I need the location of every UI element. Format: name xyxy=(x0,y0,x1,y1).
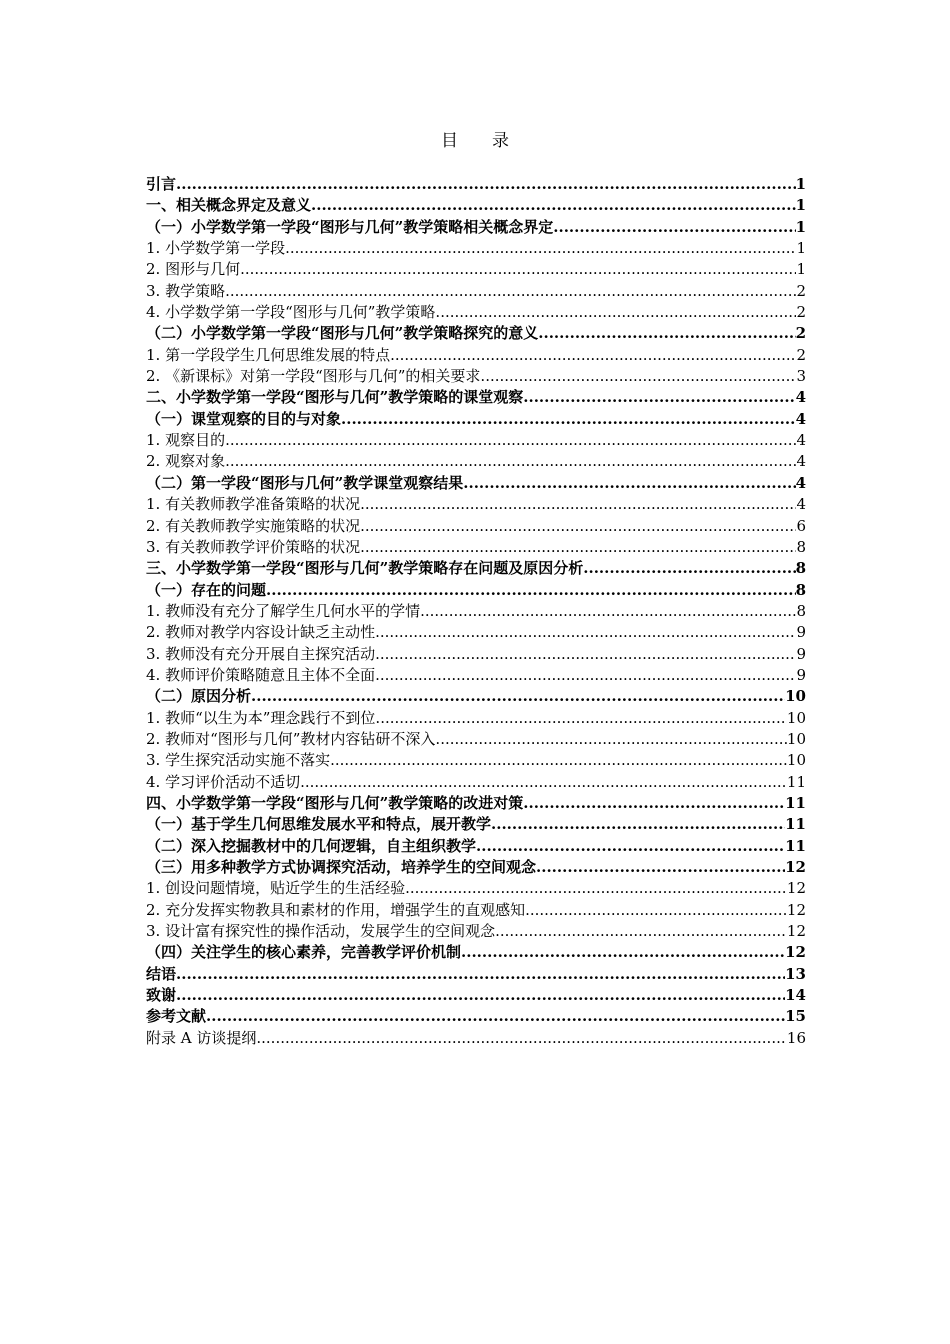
toc-entry[interactable] xyxy=(146,580,806,601)
toc-entry-label: 一、相关概念界定及意义 xyxy=(146,196,312,215)
toc-entry[interactable] xyxy=(146,302,806,323)
toc-dot-leader xyxy=(360,537,796,558)
toc-entry[interactable] xyxy=(146,750,806,771)
toc-dot-leader xyxy=(405,878,787,899)
toc-entry-label: 2. 教师对教学内容设计缺乏主动性 xyxy=(146,623,376,642)
toc-entry[interactable] xyxy=(146,366,806,387)
toc-entry-page-number: 1 xyxy=(796,239,806,258)
toc-entry-label: 3. 设计富有探究性的操作活动，发展学生的空间观念 xyxy=(146,922,496,941)
toc-entry-label: 2. 观察对象 xyxy=(146,452,226,471)
toc-entry-label: 1. 第一学段学生几何思维发展的特点 xyxy=(146,345,391,364)
toc-dot-leader xyxy=(463,473,795,494)
toc-entry-label: 3. 教师没有充分开展自主探究活动 xyxy=(146,644,376,663)
toc-entry[interactable] xyxy=(146,644,806,665)
toc-entry-page-number: 13 xyxy=(785,964,806,983)
toc-entry[interactable] xyxy=(146,558,806,579)
toc-entry-page-number: 1 xyxy=(796,260,806,279)
toc-entry[interactable] xyxy=(146,686,806,707)
toc-entry-label: 1. 小学数学第一学段 xyxy=(146,239,286,258)
toc-entry-page-number: 4 xyxy=(796,452,806,471)
toc-entry-label: （二）小学数学第一学段“图形与几何”教学策略探究的意义 xyxy=(146,324,539,343)
toc-entry-page-number: 8 xyxy=(796,601,806,620)
toc-entry-label: （二）深入挖掘教材中的几何逻辑，自主组织教学 xyxy=(146,836,477,855)
toc-dot-leader xyxy=(375,644,796,665)
toc-entry-label: 结语 xyxy=(146,964,177,983)
toc-dot-leader xyxy=(251,686,785,707)
toc-entry[interactable] xyxy=(146,964,806,985)
toc-entry[interactable] xyxy=(146,323,806,344)
toc-dot-leader xyxy=(375,665,796,686)
toc-entry-label: 4. 教师评价策略随意且主体不全面 xyxy=(146,665,376,684)
toc-entry-page-number: 15 xyxy=(785,1007,806,1026)
toc-entry-label: 引言 xyxy=(146,175,177,193)
toc-dot-leader xyxy=(495,921,787,942)
toc-entry[interactable] xyxy=(146,451,806,472)
toc-entry-page-number: 8 xyxy=(795,580,806,599)
toc-entry-page-number: 1 xyxy=(795,175,806,193)
toc-entry-page-number: 1 xyxy=(795,196,806,215)
toc-dot-leader xyxy=(225,451,796,472)
toc-entry-page-number: 4 xyxy=(795,388,806,407)
toc-entry-page-number: 9 xyxy=(796,665,806,684)
toc-entry-page-number: 12 xyxy=(786,922,806,941)
toc-dot-leader xyxy=(176,985,785,1006)
toc-entry-page-number: 1 xyxy=(795,217,806,236)
toc-entry[interactable] xyxy=(146,217,806,238)
toc-entry[interactable] xyxy=(146,878,806,899)
toc-entry-label: 三、小学数学第一学段“图形与几何”教学策略存在问题及原因分析 xyxy=(146,559,584,578)
toc-entry-page-number: 2 xyxy=(795,324,806,343)
toc-dot-leader xyxy=(266,580,796,601)
toc-entry-label: 1. 教师没有充分了解学生几何水平的学情 xyxy=(146,601,421,620)
toc-entry-page-number: 2 xyxy=(796,281,806,300)
toc-entry[interactable] xyxy=(146,836,806,857)
toc-entry[interactable] xyxy=(146,516,806,537)
toc-entry[interactable] xyxy=(146,793,806,814)
toc-entry[interactable] xyxy=(146,772,806,793)
toc-dot-leader xyxy=(300,772,787,793)
toc-dot-leader xyxy=(256,1028,787,1049)
toc-entry-page-number: 10 xyxy=(786,751,806,770)
toc-entry-page-number: 12 xyxy=(786,879,806,898)
toc-entry-page-number: 8 xyxy=(795,559,806,578)
toc-entry[interactable] xyxy=(146,195,806,216)
toc-dot-leader xyxy=(435,302,796,323)
toc-entry-label: （二）第一学段“图形与几何”教学课堂观察结果 xyxy=(146,473,464,492)
toc-dot-leader xyxy=(583,558,795,579)
toc-entry-page-number: 9 xyxy=(796,644,806,663)
toc-entry-label: 1. 观察目的 xyxy=(146,431,226,450)
toc-entry-label: 四、小学数学第一学段“图形与几何”教学策略的改进对策 xyxy=(146,793,524,812)
toc-entry-page-number: 8 xyxy=(796,537,806,556)
toc-entry[interactable] xyxy=(146,174,806,195)
toc-entry-label: 1. 教师“以生为本”理念践行不到位 xyxy=(146,708,376,727)
toc-entry-page-number: 2 xyxy=(796,345,806,364)
toc-dot-leader xyxy=(311,195,796,216)
toc-dot-leader xyxy=(360,516,796,537)
toc-dot-leader xyxy=(525,900,787,921)
toc-dot-leader xyxy=(225,430,796,451)
toc-entry[interactable] xyxy=(146,814,806,835)
toc-dot-leader xyxy=(523,793,785,814)
toc-dot-leader xyxy=(330,750,787,771)
toc-entry-label: （四）关注学生的核心素养，完善教学评价机制 xyxy=(146,943,462,962)
toc-entry-label: 2. 《新课标》对第一学段“图形与几何”的相关要求 xyxy=(146,367,481,386)
toc-entry-label: （一）存在的问题 xyxy=(146,580,267,599)
toc-dot-leader xyxy=(240,259,796,280)
toc-entry[interactable] xyxy=(146,665,806,686)
toc-entry-page-number: 10 xyxy=(786,708,806,727)
toc-entry-page-number: 14 xyxy=(785,986,806,1005)
table-of-contents xyxy=(146,174,806,1049)
toc-dot-leader xyxy=(476,836,785,857)
toc-entry[interactable] xyxy=(146,900,806,921)
toc-entry[interactable] xyxy=(146,537,806,558)
toc-entry[interactable] xyxy=(146,985,806,1006)
toc-entry-page-number: 11 xyxy=(785,836,806,855)
toc-entry-page-number: 6 xyxy=(796,516,806,535)
toc-dot-leader xyxy=(176,174,796,195)
toc-dot-leader xyxy=(480,366,796,387)
toc-dot-leader xyxy=(523,387,795,408)
toc-entry[interactable] xyxy=(146,473,806,494)
toc-entry-page-number: 4 xyxy=(796,431,806,450)
toc-entry[interactable] xyxy=(146,1006,806,1027)
toc-entry-label: 1. 创设问题情境，贴近学生的生活经验 xyxy=(146,879,406,898)
toc-entry[interactable] xyxy=(146,345,806,366)
toc-entry-label: 参考文献 xyxy=(146,1007,207,1026)
toc-entry[interactable] xyxy=(146,1028,806,1049)
toc-dot-leader xyxy=(491,814,785,835)
toc-dot-leader xyxy=(553,217,795,238)
toc-entry[interactable] xyxy=(146,238,806,259)
toc-entry-label: 二、小学数学第一学段“图形与几何”教学策略的课堂观察 xyxy=(146,388,524,407)
toc-entry-page-number: 9 xyxy=(796,623,806,642)
toc-entry-label: 2. 有关教师教学实施策略的状况 xyxy=(146,516,361,535)
toc-dot-leader xyxy=(536,857,785,878)
toc-entry-label: 1. 有关教师教学准备策略的状况 xyxy=(146,495,361,514)
toc-entry[interactable] xyxy=(146,387,806,408)
toc-entry-page-number: 12 xyxy=(785,943,806,962)
toc-entry-label: 3. 教学策略 xyxy=(146,281,226,300)
toc-entry-label: （一）小学数学第一学段“图形与几何”教学策略相关概念界定 xyxy=(146,217,554,236)
toc-entry-label: （一）课堂观察的目的与对象 xyxy=(146,409,342,428)
toc-entry-page-number: 10 xyxy=(785,687,806,706)
toc-entry[interactable] xyxy=(146,494,806,515)
toc-entry-page-number: 10 xyxy=(786,729,806,748)
toc-entry-label: 4. 小学数学第一学段“图形与几何”教学策略 xyxy=(146,303,436,322)
toc-entry[interactable] xyxy=(146,942,806,963)
toc-entry[interactable] xyxy=(146,409,806,430)
toc-dot-leader xyxy=(176,964,785,985)
toc-dot-leader xyxy=(341,409,796,430)
toc-dot-leader xyxy=(538,323,795,344)
toc-entry[interactable] xyxy=(146,622,806,643)
toc-entry-page-number: 11 xyxy=(785,815,806,834)
toc-entry-label: 4. 学习评价活动不适切 xyxy=(146,772,301,791)
toc-entry-page-number: 2 xyxy=(796,303,806,322)
toc-entry-page-number: 4 xyxy=(795,409,806,428)
toc-dot-leader xyxy=(285,238,796,259)
toc-dot-leader xyxy=(420,601,796,622)
toc-entry-page-number: 16 xyxy=(786,1028,806,1047)
toc-entry-page-number: 3 xyxy=(796,367,806,386)
toc-entry-label: 2. 充分发挥实物教具和素材的作用，增强学生的直观感知 xyxy=(146,900,526,919)
toc-entry-label: 致谢 xyxy=(146,986,177,1005)
toc-entry-label: 2. 图形与几何 xyxy=(146,260,241,279)
toc-entry[interactable] xyxy=(146,430,806,451)
toc-dot-leader xyxy=(435,729,786,750)
toc-dot-leader xyxy=(375,708,786,729)
toc-entry[interactable] xyxy=(146,857,806,878)
toc-dot-leader xyxy=(390,345,796,366)
toc-entry[interactable] xyxy=(146,601,806,622)
toc-entry-page-number: 4 xyxy=(796,495,806,514)
toc-entry[interactable] xyxy=(146,708,806,729)
toc-entry-label: 附录 A 访谈提纲 xyxy=(146,1028,257,1047)
toc-entry[interactable] xyxy=(146,729,806,750)
toc-entry-page-number: 4 xyxy=(795,473,806,492)
toc-dot-leader xyxy=(360,494,796,515)
toc-dot-leader xyxy=(206,1006,785,1027)
toc-dot-leader xyxy=(461,942,785,963)
toc-entry[interactable] xyxy=(146,281,806,302)
toc-entry-page-number: 12 xyxy=(786,900,806,919)
toc-entry-page-number: 11 xyxy=(785,793,806,812)
toc-entry[interactable] xyxy=(146,921,806,942)
toc-entry-label: 3. 有关教师教学评价策略的状况 xyxy=(146,537,361,556)
toc-entry-label: （一）基于学生几何思维发展水平和特点，展开教学 xyxy=(146,815,492,834)
toc-entry[interactable] xyxy=(146,259,806,280)
toc-entry-label: 3. 学生探究活动实施不落实 xyxy=(146,751,331,770)
toc-entry-page-number: 11 xyxy=(786,772,806,791)
toc-dot-leader xyxy=(225,281,796,302)
toc-entry-label: 2. 教师对“图形与几何”教材内容钻研不深入 xyxy=(146,729,436,748)
toc-entry-page-number: 12 xyxy=(785,858,806,876)
toc-title: 目录 xyxy=(441,131,543,151)
toc-dot-leader xyxy=(375,622,796,643)
toc-entry-label: （二）原因分析 xyxy=(146,687,252,706)
toc-entry-label: （三）用多种教学方式协调探究活动，培养学生的空间观念 xyxy=(146,858,537,876)
